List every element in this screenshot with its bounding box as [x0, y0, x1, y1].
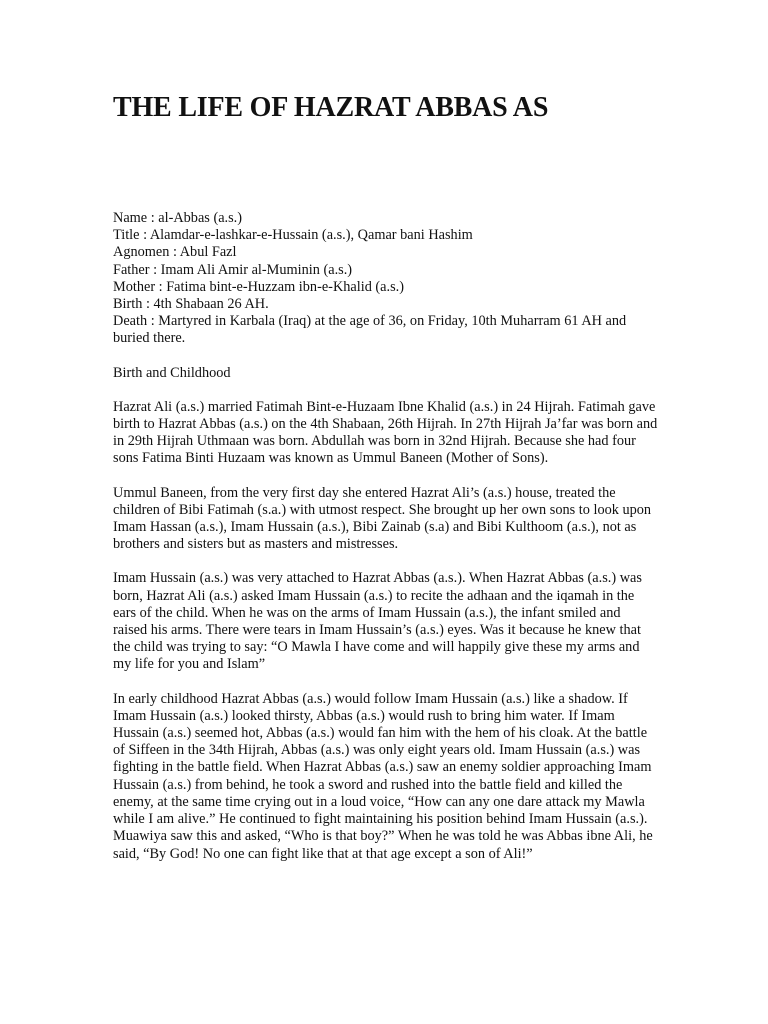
info-line-death: Death : Martyred in Karbala (Iraq) at the age of 36, on Friday, 10th Muharram 61 AH and buried there. — [113, 313, 627, 347]
info-line-father: Father : Imam Ali Amir al-Muminin (a.s.) — [113, 261, 353, 278]
info-line-title: Title : Alamdar-e-lashkar-e-Hussain (a.s.), Qamar bani Hashim — [113, 227, 473, 244]
info-line-agnomen: Agnomen : Abul Fazl — [113, 244, 237, 261]
paragraph: Imam Hussain (a.s.) was very attached to Hazrat Abbas (a.s.). When Hazrat Abbas (a.s.) was born, Hazrat Ali (a.s.) asked Imam Hussain (a.s.) to recite the adhaan and the iqamah in the ears of the child. When he was on the arms of Imam Hussain (a.s.), the infant smiled and raised his arms. There were tears in Imam Hussain’s (a.s.) eyes. Was it because he knew that the child was trying to say: “O Mawla I have come and will happily give these my arms and my life for you and Islam” — [113, 570, 642, 673]
info-line-birth: Birth : 4th Shabaan 26 AH. — [113, 296, 269, 313]
info-line-mother: Mother : Fatima bint-e-Huzzam ibn-e-Khalid (a.s.) — [113, 278, 405, 295]
document-page — [113, 90, 658, 863]
document-title: THE LIFE OF HAZRAT ABBAS AS — [113, 92, 549, 123]
section-heading: Birth and Childhood — [113, 364, 231, 381]
paragraph: Hazrat Ali (a.s.) married Fatimah Bint-e-Huzaam Ibne Khalid (a.s.) in 24 Hijrah. Fatimah gave birth to Hazrat Abbas (a.s.) on the 4th Shabaan, 26th Hijrah. In 27th Hijrah Ja’far was born and in 29th Hijrah Uthmaan was born. Abdullah was born in 32nd Hijrah. Because she had four sons Fatima Binti Huzaam was known as Ummul Baneen (Mother of Sons). — [113, 398, 658, 467]
biography-info-block — [113, 210, 658, 348]
paragraph: Ummul Baneen, from the very first day she entered Hazrat Ali’s (a.s.) house, treated the children of Bibi Fatimah (s.a.) with utmost respect. She brought up her own sons to look upon Imam Hassan (a.s.), Imam Hussain (a.s.), Bibi Zainab (s.a) and Bibi Kulthoom (a.s.), not as brothers and sisters but as masters and mistresses. — [113, 484, 652, 553]
paragraph: In early childhood Hazrat Abbas (a.s.) would follow Imam Hussain (a.s.) like a shadow. If Imam Hussain (a.s.) looked thirsty, Abbas (a.s.) would rush to bring him water. If Imam Hussain (a.s.) seemed hot, Abbas (a.s.) would fan him with the hem of his cloak. At the battle of Siffeen in the 34th Hijrah, Abbas (a.s.) was only eight years old. Imam Hussain (a.s.) was fighting in the battle field. When Hazrat Abbas (a.s.) saw an enemy soldier approaching Imam Hussain (a.s.) from behind, he took a sword and rushed into the battle field and killed the enemy, at the same time crying out in a loud voice, “How can any one dare attack my Mawla while I am alive.” He continued to fight maintaining his position behind Imam Hussain (a.s.). Muawiya saw this and asked, “Who is that boy?” When he was told he was Abbas ibne Ali, he said, “By God! No one can fight like that at that age except a son of Ali!” — [113, 690, 653, 862]
info-line-name: Name : al-Abbas (a.s.) — [113, 210, 243, 226]
